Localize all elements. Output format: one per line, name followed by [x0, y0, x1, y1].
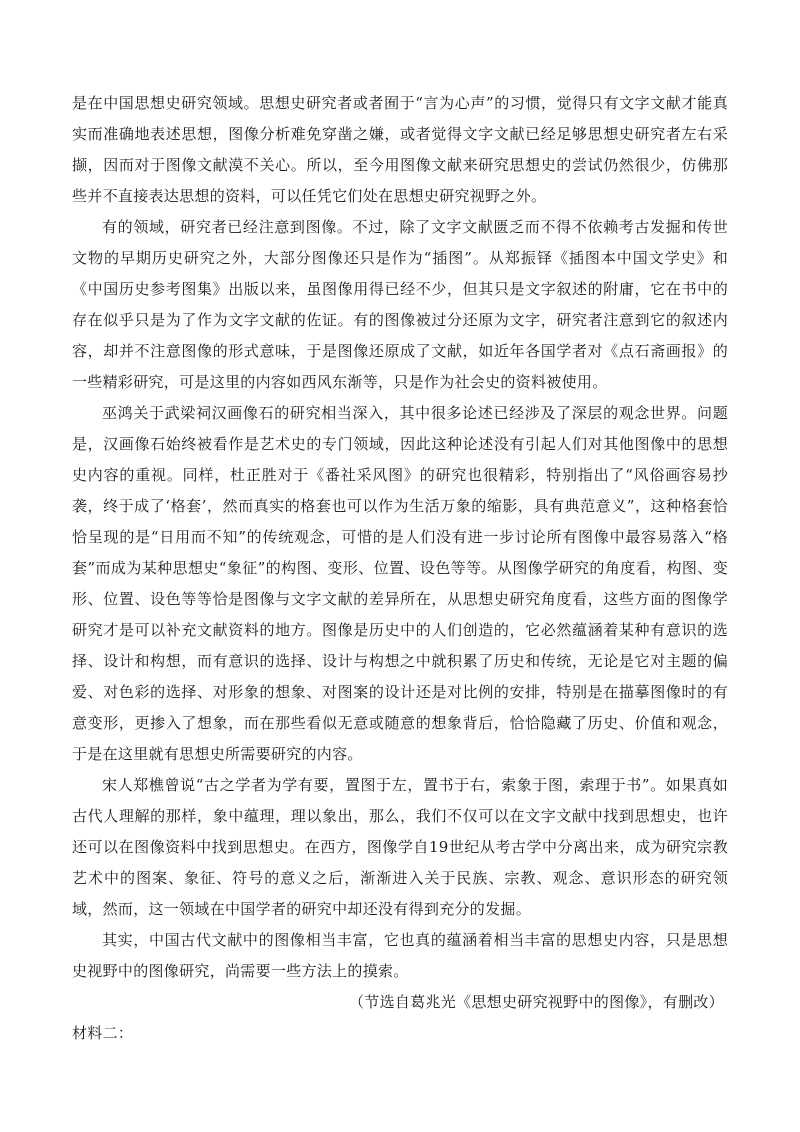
paragraph-conclusion: 其实，中国古代文献中的图像相当丰富，它也真的蕴涵着相当丰富的思想史内容，只是思想史视野中的图像研究，尚需要一些方法上的摸索。 — [72, 931, 728, 980]
paragraph-continued: 是在中国思想史研究领域。思想史研究者或者囿于“言为心声”的习惯，觉得只有文字文献才能真实而准确地表述思想，图像分析难免穿凿之嫌，或者觉得文字文献已经足够思想史研究者左右采撷，因而对于图像文献漠不关心。所以，至今用图像文献来研究思想史的尝试仍然很少，仿佛那些并不直接表达思想的资料，可以任凭它们处在思想史研究视野之外。 — [72, 94, 728, 205]
material-two-label: 材料二： — [72, 1024, 134, 1042]
paragraph-zheng-qiao-quote: 宋人郑樵曾说“古之学者为学有要，置图于左，置书于右，索象于图，索理于书”。如果真如古代人理解的那样，象中蕴理，理以象出，那么，我们不仅可以在文字文献中找到思想史，也许还可以在图像资料中找到思想史。在西方，图像学自19世纪从考古学中分离出来，成为研究宗教艺术中的图案、象征、符号的意义之后，渐渐进入关于民族、宗教、观念、意识形态的研究领域，然而，这一领域在中国学者的研究中却还没有得到充分的发掘。 — [72, 776, 728, 918]
document-page — [72, 88, 728, 1049]
paragraph-illustration-fields: 有的领域，研究者已经注意到图像。不过，除了文字文献匮乏而不得不依赖考古发掘和传世文物的早期历史研究之外，大部分图像还只是作为“插图”。从郑振铎《插图本中国文学史》和《中国历史参考图集》出版以来，虽图像用得已经不少，但其只是文字叙述的附庸，它在书中的存在似乎只是为了作为文字文献的佐证。有的图像被过分还原为文字，研究者注意到它的叙述内容，却并不注意图像的形式意味，于是图像还原成了文献，如近年各国学者对《点石斋画报》的一些精彩研究，可是这里的内容如西风东渐等，只是作为社会史的资料被使用。 — [72, 218, 728, 391]
source-citation: （节选自葛兆光《思想史研究视野中的图像》，有删改） — [348, 993, 724, 1011]
paragraph-wu-hung-study: 巫鸿关于武梁祠汉画像石的研究相当深入，其中很多论述已经涉及了深层的观念世界。问题是，汉画像石始终被看作是艺术史的专门领域，因此这种论述没有引起人们对其他图像中的思想史内容的重视。同样，杜正胜对于《番社采风图》的研究也很精彩，特别指出了“风俗画容易抄袭，终于成了‘格套’，然而真实的格套也可以作为生活万象的缩影，具有典范意义”，这种格套恰恰呈现的是“日用而不知”的传统观念，可惜的是人们没有进一步讨论所有图像中最容易落入“格套”而成为某种思想史“象征”的构图、变形、位置、设色等等。从图像学研究的角度看，构图、变形、位置、设色等等恰是图像与文字文献的差异所在，从思想史研究角度看，这些方面的图像学研究才是可以补充文献资料的地方。图像是历史中的人们创造的，它必然蕴涵着某种有意识的选择、设计和构想，而有意识的选择、设计与构想之中就积累了历史和传统，无论是它对主题的偏爱、对色彩的选择、对形象的想象、对图案的设计还是对比例的安排，特别是在描摹图像时的有意变形，更掺入了想象，而在那些看似无意或随意的想象背后，恰恰隐藏了历史、价值和观念，于是在这里就有思想史所需要研究的内容。 — [72, 404, 728, 763]
